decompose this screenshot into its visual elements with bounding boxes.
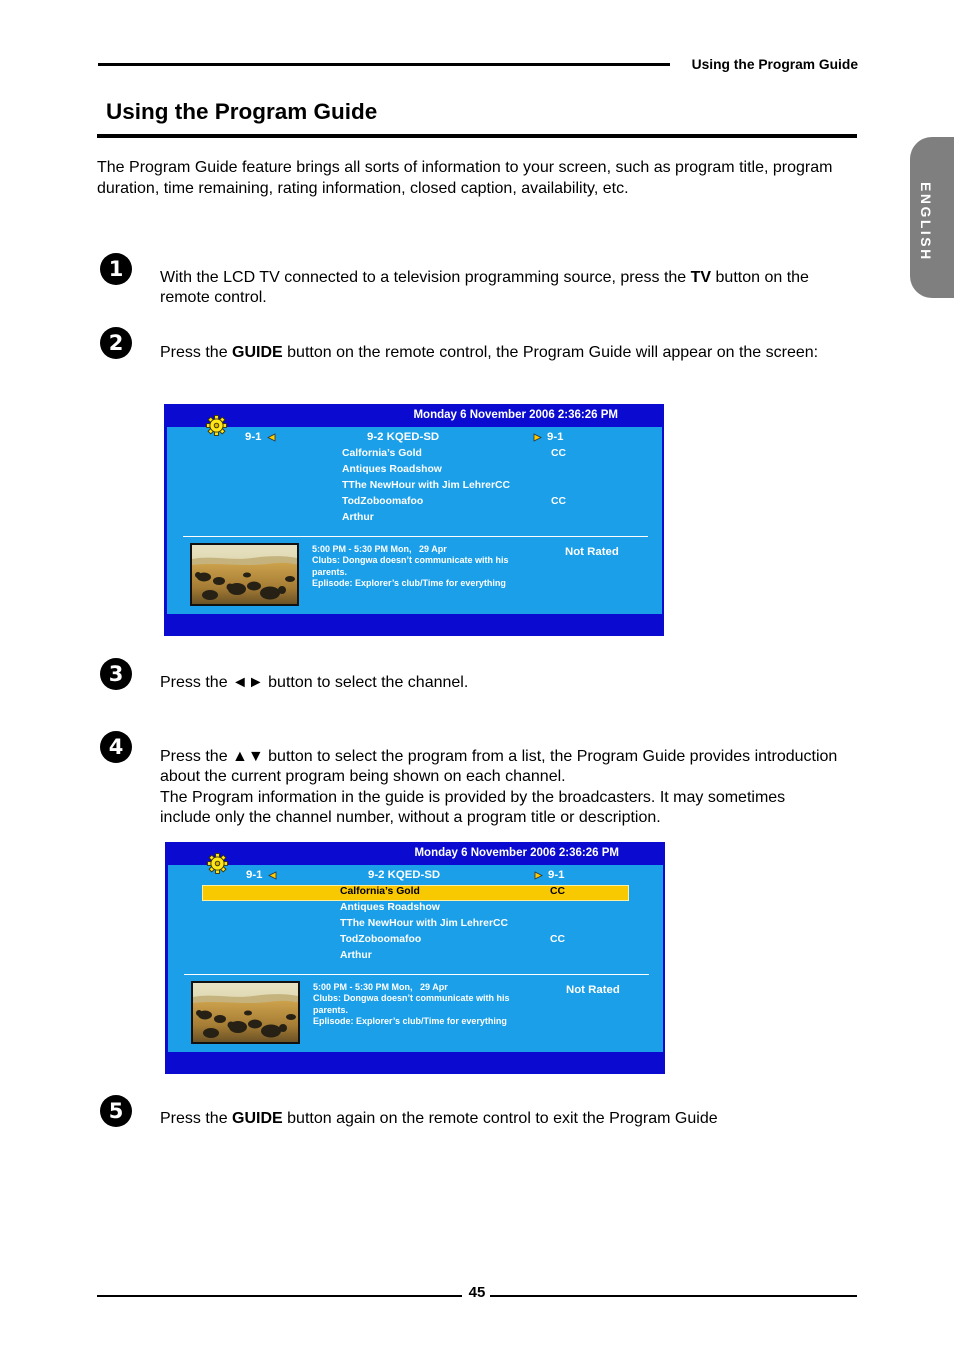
- step-4-number-badge: 4: [100, 731, 132, 763]
- step-1-number-badge: 1: [100, 253, 132, 285]
- gear-icon: [207, 853, 228, 874]
- program-rating: Not Rated: [566, 984, 620, 996]
- guide-divider: [183, 536, 648, 537]
- intro-paragraph: The Program Guide feature brings all sorts of information to your screen, such as program title, program duration, time remaining, rating information, closed caption, availability, etc.: [97, 159, 833, 197]
- step-3-text-body: Press the ◄► button to select the channel.: [160, 674, 469, 691]
- program-time: 5:00 PM - 5:30 PM Mon, 29 Apr: [312, 544, 447, 554]
- program-list-item: Calfornia’s Gold: [340, 886, 420, 897]
- cc-badge: CC: [551, 448, 567, 459]
- page-number: 45: [468, 1284, 486, 1301]
- step-1-text-end: button on the remote control.: [160, 269, 809, 307]
- guide-datetime: Monday 6 November 2006 2:36:26 PM: [413, 409, 618, 421]
- program-description: Clubs: Dongwa doesn’t communicate with his parents.: [312, 555, 509, 577]
- program-info: [313, 982, 528, 1027]
- step-4-paragraph-1: Press the ▲▼ button to select the program from a list, the Program Guide provides introduction about the current program being shown on each channel.: [160, 748, 838, 786]
- section-title: Using the Program Guide: [106, 99, 378, 124]
- cc-badge: CC: [550, 934, 566, 945]
- step-2-button-name: GUIDE: [232, 344, 283, 361]
- guide-footer-bar: [164, 614, 664, 636]
- prairie-bison-image: [192, 545, 297, 604]
- right-arrow-icon: [533, 433, 542, 442]
- cc-badge: CC: [551, 496, 567, 507]
- program-episode: Eplisode: Explorer’s club/Time for everything: [312, 577, 506, 588]
- step-5-button-name: GUIDE: [232, 1110, 283, 1127]
- step-2-text-start: Press the: [160, 344, 233, 361]
- step-4-text: [160, 747, 840, 829]
- next-channel: 9-1: [548, 869, 565, 881]
- current-channel: 9-2 KQED-SD: [368, 869, 441, 881]
- step-3-number-badge: 3: [100, 658, 132, 690]
- step-2-text-end: button on the remote control, the Program Guide will appear on the screen:: [282, 344, 819, 361]
- step-5-text: [160, 1109, 840, 1129]
- step-2-text: [160, 343, 840, 363]
- previous-channel: 9-1: [245, 431, 262, 443]
- running-title: Using the Program Guide: [691, 57, 858, 72]
- current-channel: 9-2 KQED-SD: [367, 431, 440, 443]
- program-list-item: TodZoboomafoo: [340, 934, 422, 945]
- step-4-paragraph-2: The Program information in the guide is provided by the broadcasters. It may sometimes include only the channel number, without a program title or description.: [160, 788, 786, 827]
- program-thumbnail: [191, 981, 300, 1044]
- program-list-item: Antiques Roadshow: [342, 464, 442, 475]
- guide-datetime: Monday 6 November 2006 2:36:26 PM: [414, 847, 619, 859]
- header-rule: [98, 63, 670, 66]
- step-1-text-start: With the LCD TV connected to a television programming source, press the: [160, 269, 691, 286]
- prairie-bison-image: [193, 983, 298, 1042]
- cc-badge: CC: [550, 886, 566, 897]
- program-info: [312, 544, 527, 589]
- program-list-item: Calfornia’s Gold: [342, 448, 422, 459]
- footer-rule-right: [490, 1295, 857, 1297]
- program-time: 5:00 PM - 5:30 PM Mon, 29 Apr: [313, 982, 448, 992]
- left-arrow-icon: [267, 433, 276, 442]
- language-tab-label: ENGLISH: [918, 182, 934, 262]
- step-1-button-name: TV: [690, 269, 712, 286]
- program-list-item: Arthur: [340, 950, 372, 961]
- program-description: Clubs: Dongwa doesn’t communicate with his parents.: [313, 993, 510, 1015]
- step-2-number-badge: 2: [100, 327, 132, 359]
- left-arrow-icon: [268, 871, 277, 880]
- guide-divider: [184, 974, 649, 975]
- program-thumbnail: [190, 543, 299, 606]
- program-list-item: Arthur: [342, 512, 374, 523]
- program-list-item: TodZoboomafoo: [342, 496, 424, 507]
- step-3-text: [160, 673, 840, 693]
- step-5-text-end: button again on the remote control to exit the Program Guide: [282, 1110, 718, 1127]
- step-5-text-start: Press the: [160, 1110, 233, 1127]
- footer-rule-left: [97, 1295, 462, 1297]
- program-guide-screenshot-2: [165, 842, 665, 1074]
- step-1-text: [160, 268, 840, 309]
- program-list-item: TThe NewHour with Jim LehrerCC: [340, 918, 509, 929]
- program-list-item: TThe NewHour with Jim LehrerCC: [342, 480, 511, 491]
- program-episode: Eplisode: Explorer’s club/Time for everything: [313, 1015, 507, 1026]
- program-rating: Not Rated: [565, 546, 619, 558]
- gear-icon: [206, 415, 227, 436]
- previous-channel: 9-1: [246, 869, 263, 881]
- program-guide-screenshot-1: [164, 404, 664, 636]
- program-list-item: Antiques Roadshow: [340, 902, 440, 913]
- language-tab: [910, 137, 954, 298]
- next-channel: 9-1: [547, 431, 564, 443]
- title-rule: [97, 134, 857, 138]
- step-5-number-badge: 5: [100, 1095, 132, 1127]
- right-arrow-icon: [534, 871, 543, 880]
- guide-footer-bar: [165, 1052, 665, 1074]
